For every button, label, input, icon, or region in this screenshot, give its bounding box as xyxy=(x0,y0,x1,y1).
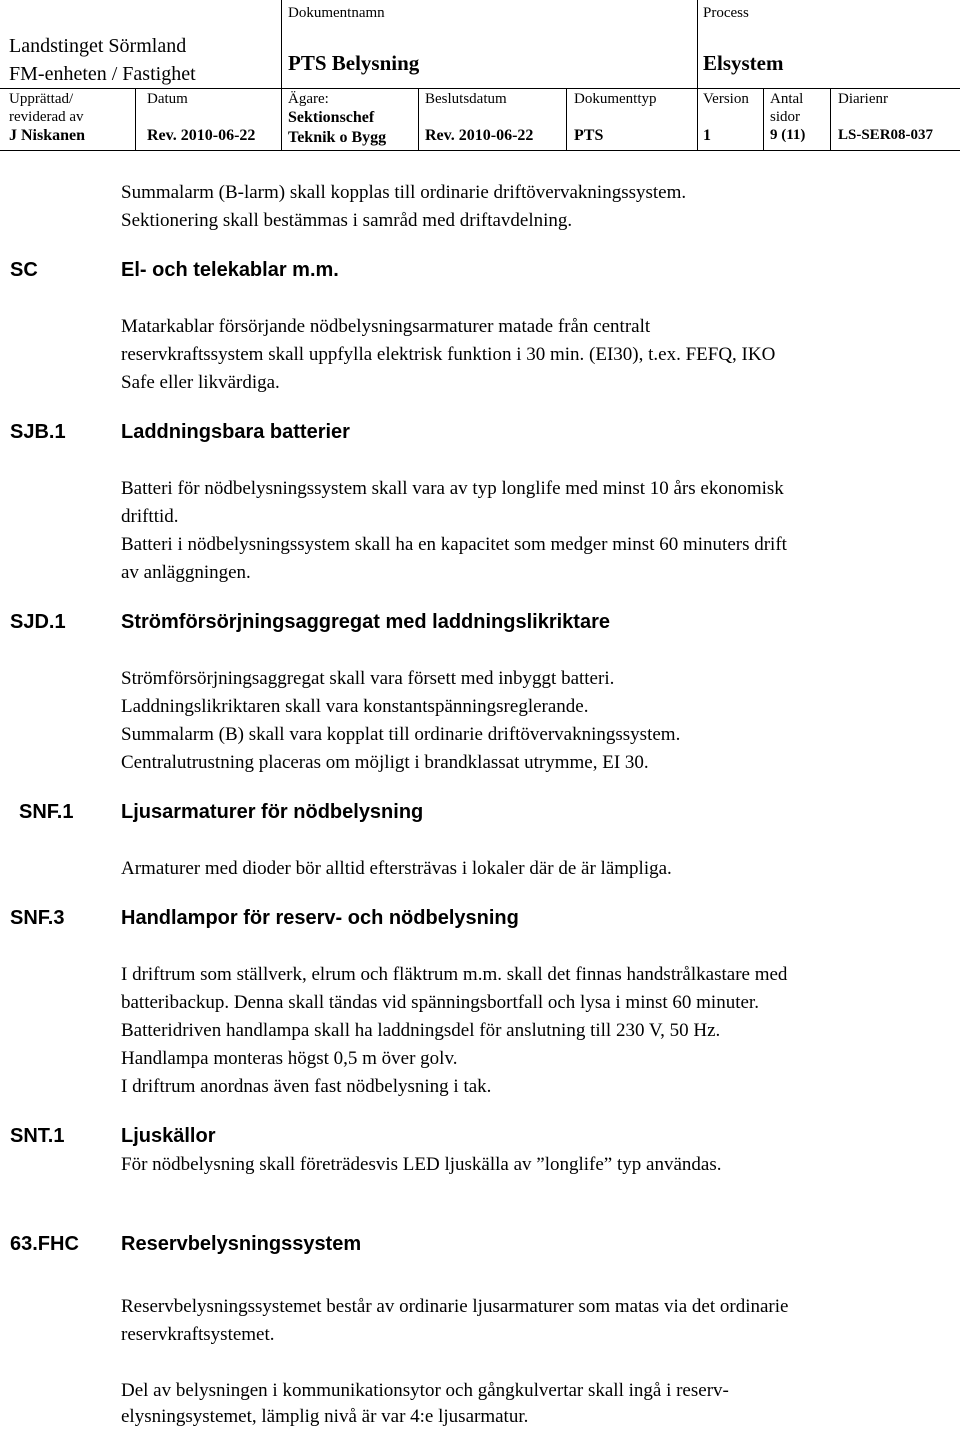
process-value: Elsystem xyxy=(703,51,784,75)
section-text: av anläggningen. xyxy=(121,562,251,583)
section-code: SJB.1 xyxy=(10,421,66,443)
docname-label: Dokumentnamn xyxy=(288,5,385,21)
section-code: 63.FHC xyxy=(10,1233,79,1255)
header-divider xyxy=(830,88,831,151)
section-text: Armaturer med dioder bör alltid eftersträvas i lokaler där de är lämpliga. xyxy=(121,858,672,879)
upprattad-label: Upprättad/ xyxy=(9,91,74,107)
org-unit: FM-enheten / Fastighet xyxy=(9,63,196,85)
section-code: SNF.1 xyxy=(19,801,74,823)
section-text: Batteri för nödbelysningssystem skall vara av typ longlife med minst 10 års ekonomisk xyxy=(121,478,784,499)
section-text: Matarkablar försörjande nödbelysningsarmaturer matade från centralt xyxy=(121,316,651,337)
datum-value: Rev. 2010-06-22 xyxy=(147,127,256,144)
sidor-label: sidor xyxy=(770,109,800,125)
section-text: reservkraftssystem skall uppfylla elektrisk funktion i 30 min. (EI30), t.ex. FEFQ, IKO xyxy=(121,344,776,365)
header-divider xyxy=(763,88,764,151)
section-text: reservkraftsystemet. xyxy=(121,1324,275,1345)
section-text: Safe eller likvärdiga. xyxy=(121,372,280,393)
section-heading: Ljusarmaturer för nödbelysning xyxy=(121,801,424,823)
section-text: Batteridriven handlampa skall ha laddningsdel för anslutning till 230 V, 50 Hz. xyxy=(121,1020,721,1041)
section-heading: Reservbelysningssystem xyxy=(121,1233,362,1255)
datum-label: Datum xyxy=(147,91,188,107)
section-text: För nödbelysning skall företrädesvis LED ljuskälla av ”longlife” typ användas. xyxy=(121,1154,722,1175)
section-heading: El- och telekablar m.m. xyxy=(121,259,339,281)
section-heading: Handlampor för reserv- och nödbelysning xyxy=(121,907,519,929)
section-text: I driftrum anordnas även fast nödbelysning i tak. xyxy=(121,1076,492,1097)
section-text: Batteri i nödbelysningssystem skall ha en kapacitet som medger minst 60 minuters drift xyxy=(121,534,787,555)
header-divider xyxy=(418,88,419,151)
section-code: SC xyxy=(10,259,38,281)
section-text: drifttid. xyxy=(121,506,179,527)
version-label: Version xyxy=(703,91,749,107)
section-code: SJD.1 xyxy=(10,611,66,633)
agare-label: Ägare: xyxy=(288,91,329,107)
section-code: SNF.3 xyxy=(10,907,65,929)
header-divider-horizontal xyxy=(0,88,960,89)
section-heading: Laddningsbara batterier xyxy=(121,421,350,443)
beslutsdatum-value: Rev. 2010-06-22 xyxy=(425,127,534,144)
header-bottom-border xyxy=(0,150,960,151)
diarienr-value: LS-SER08-037 xyxy=(838,127,934,143)
section-text: batteribackup. Denna skall tändas vid spänningsbortfall och lysa i minst 60 minuter. xyxy=(121,992,759,1013)
section-text: elysningsystemet, lämplig nivå är var 4:e ljusarmatur. xyxy=(121,1406,529,1427)
section-text: Laddningslikriktaren skall vara konstantspänningsreglerande. xyxy=(121,696,589,717)
intro-line: Sektionering skall bestämmas i samråd med driftavdelning. xyxy=(121,210,573,231)
section-heading: Ljuskällor xyxy=(121,1125,216,1147)
org-name: Landstinget Sörmland xyxy=(9,35,187,57)
agare-value-line2: Teknik o Bygg xyxy=(288,129,387,146)
intro-line: Summalarm (B-larm) skall kopplas till ordinarie driftövervakningssystem. xyxy=(121,182,687,203)
antal-label: Antal xyxy=(770,91,804,107)
process-label: Process xyxy=(703,5,749,21)
version-value: 1 xyxy=(703,127,711,144)
section-text: Del av belysningen i kommunikationsytor och gångkulvertar skall ingå i reserv- xyxy=(121,1380,729,1401)
reviderad-label: reviderad av xyxy=(9,109,84,125)
header-divider xyxy=(566,88,567,151)
section-text: Strömförsörjningsaggregat skall vara försett med inbyggt batteri. xyxy=(121,668,615,689)
dokumenttyp-label: Dokumenttyp xyxy=(574,91,657,107)
beslutsdatum-label: Beslutsdatum xyxy=(425,91,507,107)
header-divider xyxy=(697,0,698,151)
section-code: SNT.1 xyxy=(10,1125,65,1147)
dokumenttyp-value: PTS xyxy=(574,127,604,144)
section-text: Summalarm (B) skall vara kopplat till ordinarie driftövervakningssystem. xyxy=(121,724,681,745)
antal-value: 9 (11) xyxy=(770,127,806,143)
document-name: PTS Belysning xyxy=(288,51,420,75)
agare-value-line1: Sektionschef xyxy=(288,109,375,126)
section-text: Centralutrustning placeras om möjligt i brandklassat utrymme, EI 30. xyxy=(121,752,649,773)
section-text: Handlampa monteras högst 0,5 m över golv. xyxy=(121,1048,458,1069)
upprattad-value: J Niskanen xyxy=(9,127,86,144)
diarienr-label: Diarienr xyxy=(838,91,888,107)
document-header xyxy=(0,0,960,151)
section-text: I driftrum som ställverk, elrum och fläktrum m.m. skall det finnas handstrålkastare med xyxy=(121,964,788,985)
section-text: Reservbelysningssystemet består av ordinarie ljusarmaturer som matas via det ordinarie xyxy=(121,1296,789,1317)
header-divider xyxy=(281,0,282,151)
header-divider xyxy=(135,88,136,151)
section-heading: Strömförsörjningsaggregat med laddningslikriktare xyxy=(121,611,610,633)
